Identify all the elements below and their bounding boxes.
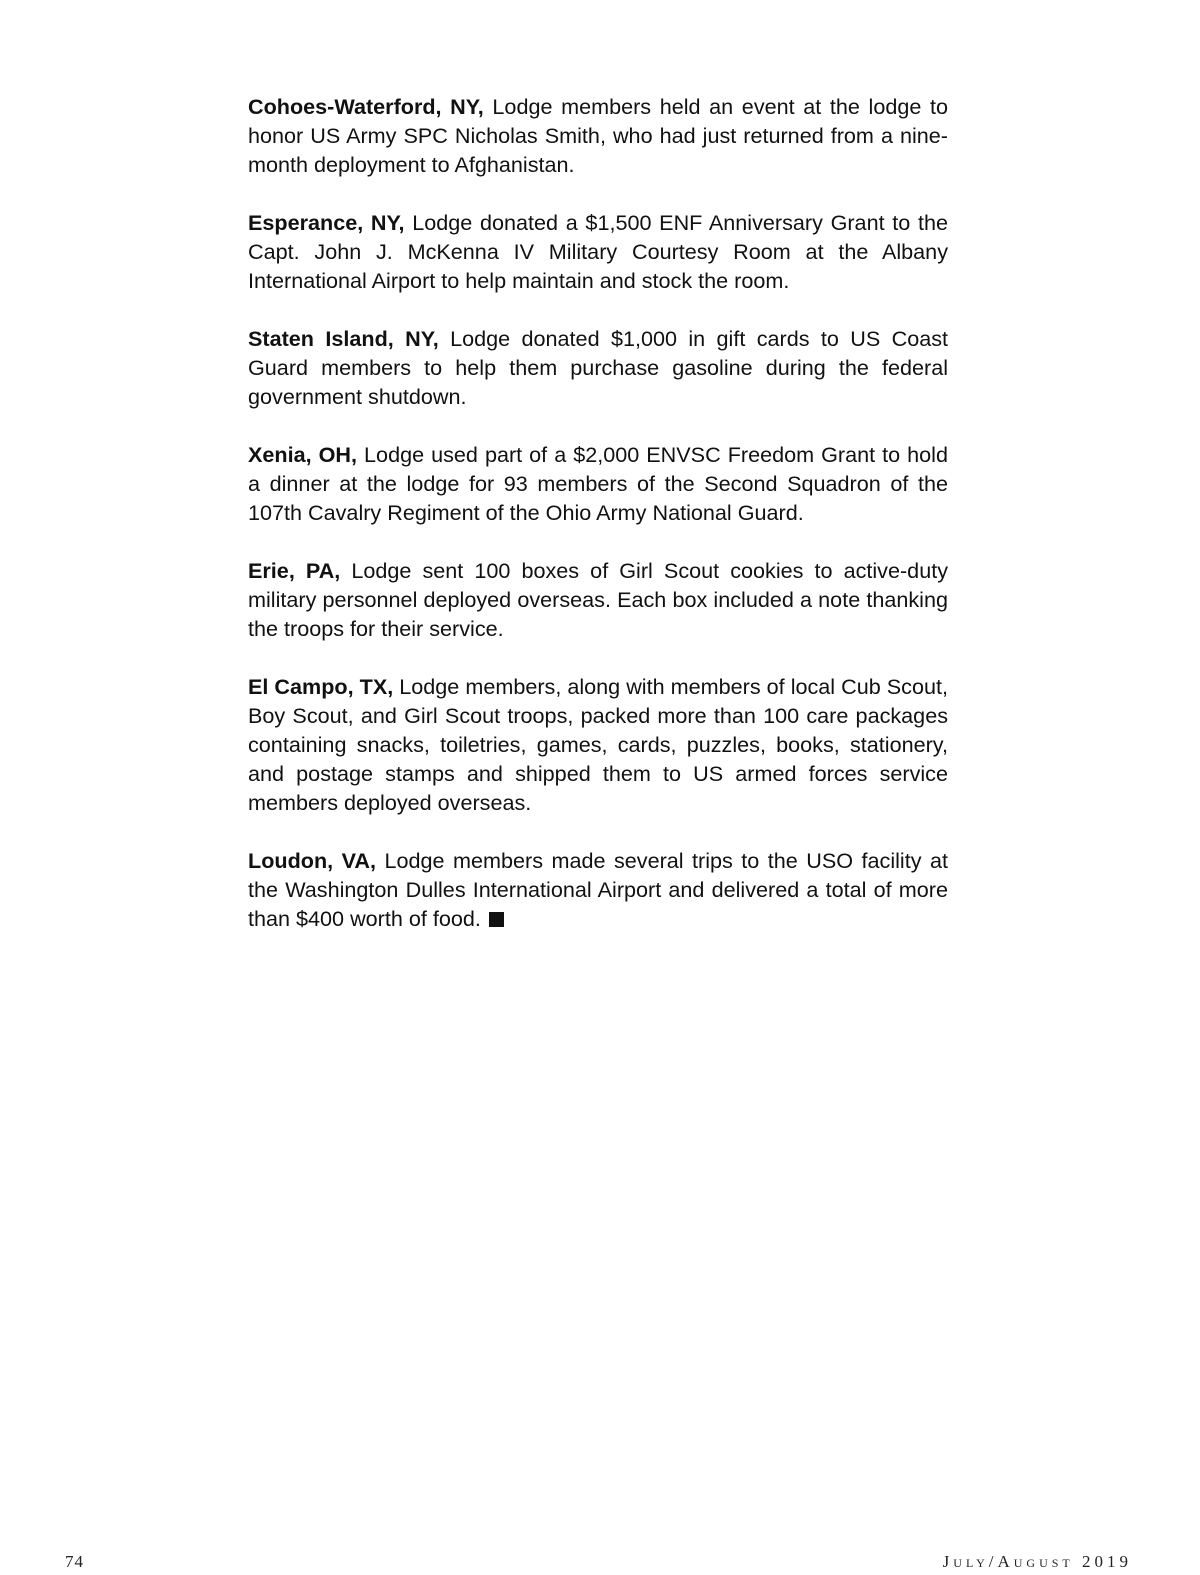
entry-erie xyxy=(248,556,948,643)
entry-xenia xyxy=(248,440,948,527)
entry-text: Lodge sent 100 boxes of Girl Scout cookies to active-duty military personnel deployed overseas. Each box included a note thanking the troops for their service. xyxy=(248,558,948,641)
article-body xyxy=(248,92,948,962)
entry-place: El Campo, TX, xyxy=(248,674,394,699)
entry-esperance xyxy=(248,208,948,295)
entry-staten-island xyxy=(248,324,948,411)
entry-place: Erie, PA, xyxy=(248,558,341,583)
entry-el-campo xyxy=(248,672,948,817)
entry-text: Lodge members held an event at the lodge to honor US Army SPC Nicholas Smith, who had just returned from a nine-month deployment to Afghanistan. xyxy=(248,94,949,177)
end-of-article-square-icon xyxy=(489,912,504,927)
entry-place: Esperance, NY, xyxy=(248,210,405,235)
entry-text: Lodge donated $1,000 in gift cards to US Coast Guard members to help them purchase gasoline during the federal government shutdown. xyxy=(248,326,949,409)
page-number: 74 xyxy=(65,1552,84,1571)
entry-text: Lodge members made several trips to the USO facility at the Washington Dulles International Airport and delivered a total of more than $400 worth of food. xyxy=(248,848,949,931)
issue-date: July/August 2019 xyxy=(942,1552,1132,1571)
entry-place: Cohoes-Waterford, NY, xyxy=(248,94,484,119)
entry-text: Lodge donated a $1,500 ENF Anniversary Grant to the Capt. John J. McKenna IV Military Courtesy Room at the Albany International Airport to help maintain and stock the room. xyxy=(248,210,948,293)
entry-place: Xenia, OH, xyxy=(248,442,358,467)
entry-text: Lodge members, along with members of local Cub Scout, Boy Scout, and Girl Scout troops, packed more than 100 care packages containing snacks, toiletries, games, cards, puzzles, books, stationery, and postage stamps and shipped them to US armed forces service members deployed overseas. xyxy=(248,674,948,815)
entry-place: Loudon, VA, xyxy=(248,848,377,873)
entry-loudon xyxy=(248,846,948,933)
entry-text: Lodge used part of a $2,000 ENVSC Freedom Grant to hold a dinner at the lodge for 93 members of the Second Squadron of the 107th Cavalry Regiment of the Ohio Army National Guard. xyxy=(248,442,948,525)
entry-cohoes-waterford xyxy=(248,92,948,179)
entry-place: Staten Island, NY, xyxy=(248,326,439,351)
